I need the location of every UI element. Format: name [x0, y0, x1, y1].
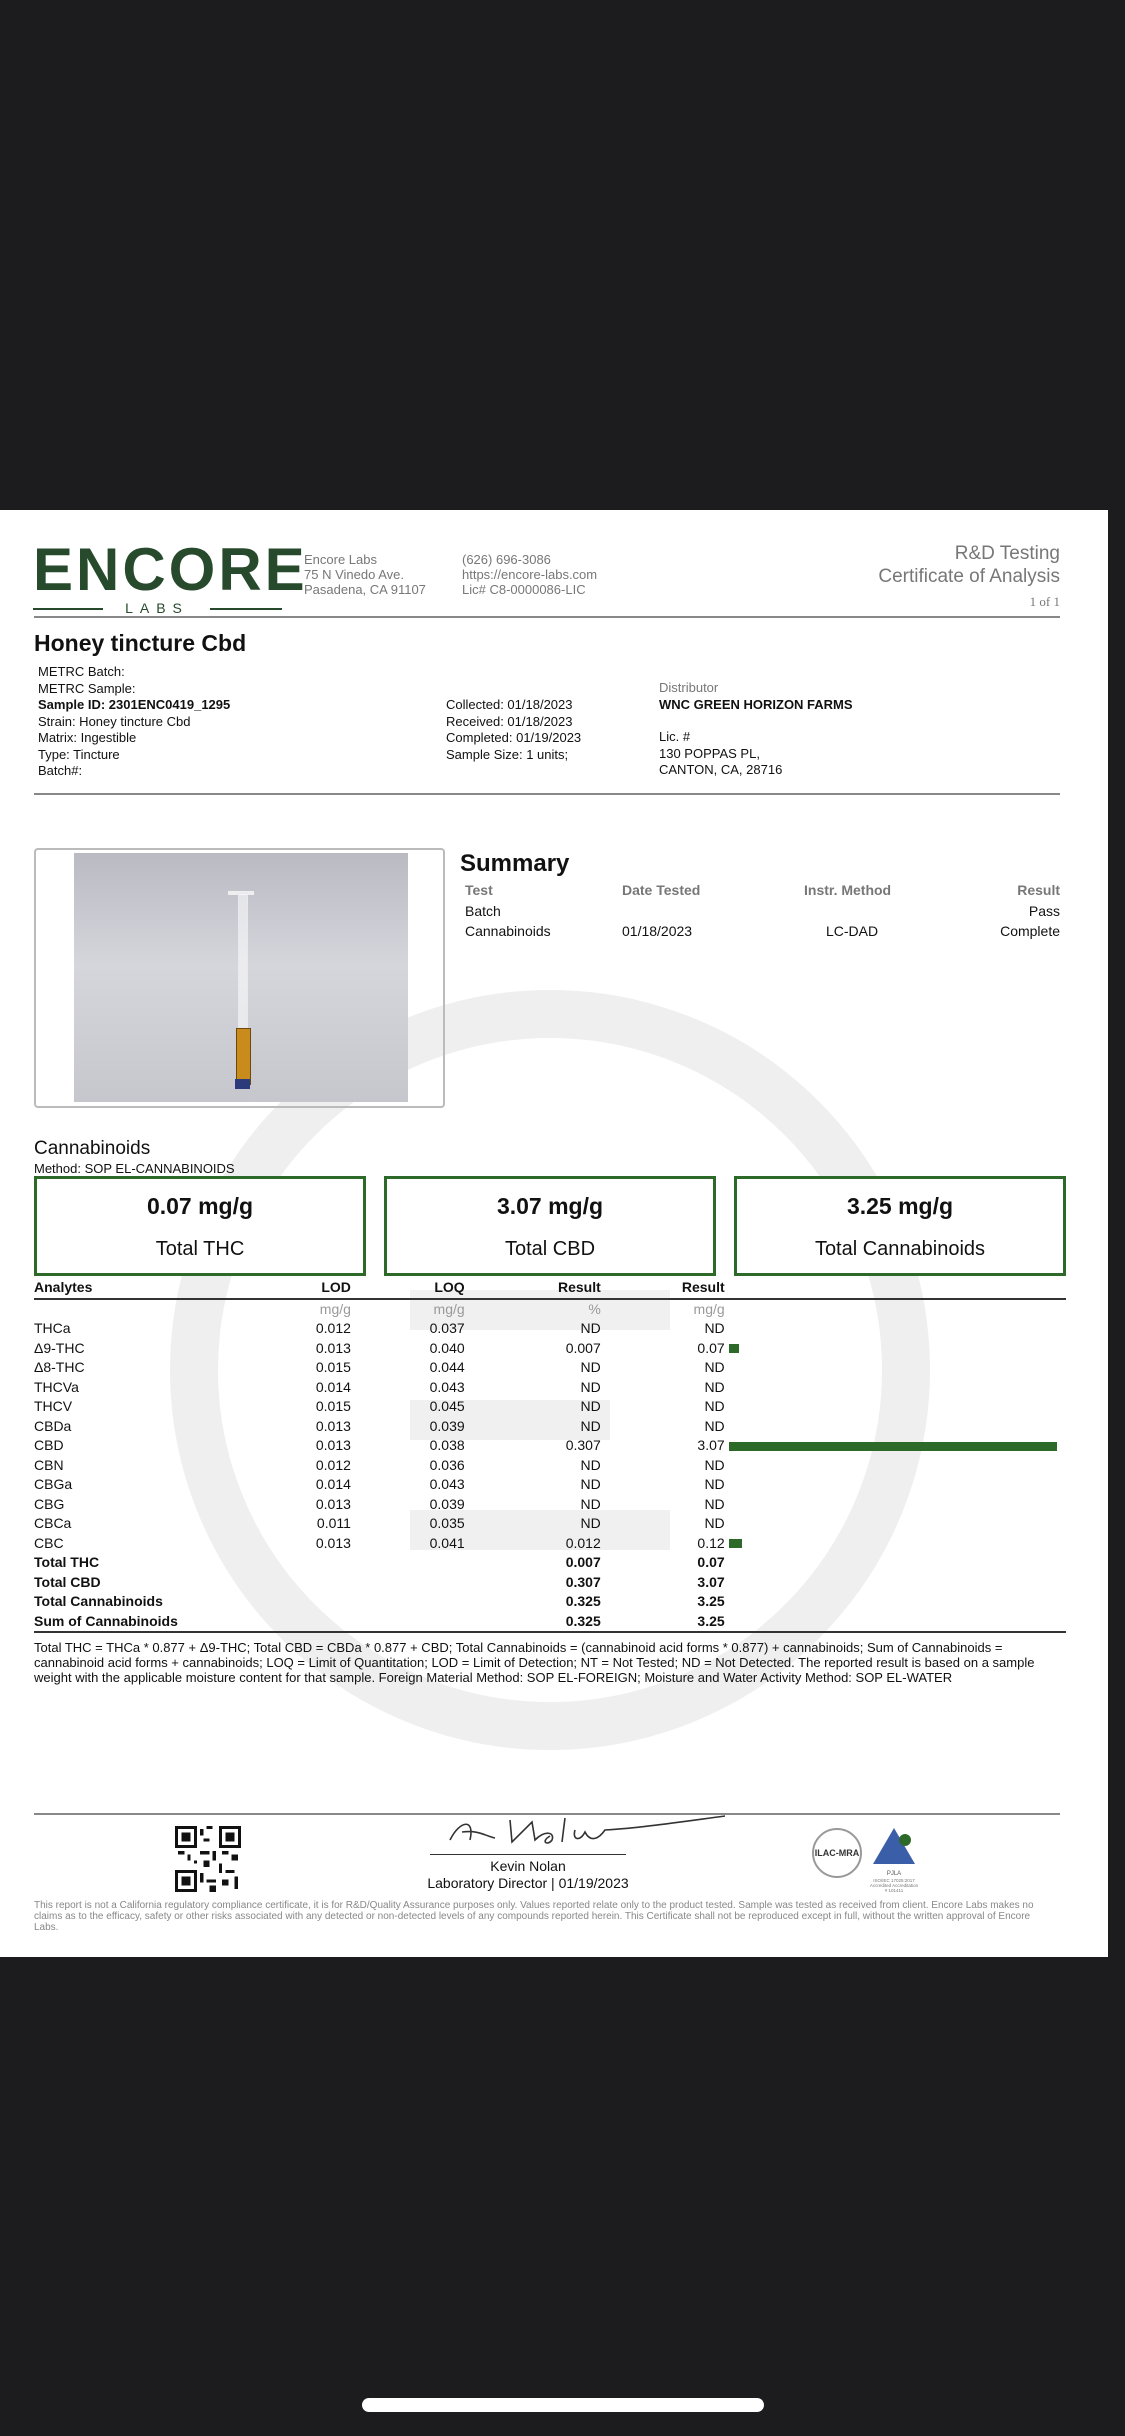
product-name: Honey tincture Cbd	[34, 630, 247, 656]
table-row	[34, 1339, 1066, 1359]
cell-loq: 0.037	[429, 1320, 465, 1336]
ilac-mra-label: ILAC-MRA	[814, 1848, 860, 1858]
lab-address-line1: 75 N Vinedo Ave.	[304, 567, 404, 582]
header-result-pct: Result	[465, 1278, 601, 1299]
cell-result-pct: 0.012	[565, 1534, 601, 1551]
cell-lod	[186, 1592, 351, 1612]
header-analytes: Analytes	[34, 1278, 186, 1299]
distributor-label: Distributor	[659, 680, 719, 695]
cell-analyte: Total Cannabinoids	[34, 1593, 163, 1609]
cell-bar	[725, 1378, 1066, 1398]
cell-result-pct: ND	[580, 1320, 601, 1336]
cell-result-pct: ND	[580, 1515, 601, 1531]
cell-analyte: Δ8-THC	[34, 1359, 85, 1375]
lab-contact-block	[462, 552, 597, 597]
cell-loq: 0.038	[429, 1437, 465, 1453]
cell-bar	[725, 1553, 1066, 1573]
metrc-batch: METRC Batch:	[38, 664, 125, 679]
cell-result-mg: 0.07	[697, 1339, 725, 1356]
distributor-address2: CANTON, CA, 28716	[659, 762, 783, 777]
total-row	[34, 1612, 1066, 1633]
cell-analyte: Sum of Cannabinoids	[34, 1612, 186, 1633]
header-bar	[725, 1278, 1066, 1299]
strain: Strain: Honey tincture Cbd	[38, 713, 191, 729]
cell-result-pct: ND	[580, 1456, 601, 1473]
cell-result-pct: 0.325	[565, 1593, 601, 1609]
cell-loq	[351, 1573, 465, 1593]
total-cbd-box	[384, 1176, 716, 1276]
cell-lod: 0.013	[315, 1417, 351, 1434]
lab-address-block	[304, 552, 426, 597]
cell-analyte: THCa	[34, 1320, 71, 1336]
qr-code[interactable]	[175, 1826, 241, 1892]
cell-analyte: Total CBD	[34, 1573, 101, 1590]
certificate-page	[0, 510, 1108, 1957]
header-result-mg: Result	[601, 1278, 725, 1299]
cell-loq: 0.039	[429, 1495, 465, 1512]
cell-result-pct: ND	[580, 1398, 601, 1414]
cell-bar	[725, 1534, 1066, 1554]
cell-analyte: THCVa	[34, 1378, 79, 1395]
cell-lod: 0.013	[315, 1339, 351, 1356]
distributor-license: Lic. #	[659, 729, 691, 744]
total-row	[34, 1573, 1066, 1593]
cell-loq: 0.036	[429, 1456, 465, 1473]
cell-result-pct: ND	[580, 1476, 601, 1492]
result-bar	[729, 1539, 742, 1548]
cell-result-pct: ND	[580, 1495, 601, 1512]
info-divider	[34, 793, 1060, 795]
summary-row-cannabinoids-test: Cannabinoids	[465, 923, 551, 939]
cell-result-mg: 3.07	[697, 1437, 725, 1453]
cell-bar	[725, 1397, 1066, 1417]
cell-result-pct: 0.307	[565, 1437, 601, 1453]
table-row	[34, 1456, 1066, 1476]
syringe-honey	[236, 1028, 251, 1085]
pjla-label: PJLA	[886, 1871, 902, 1877]
table-row	[34, 1358, 1066, 1378]
table-row	[34, 1534, 1066, 1554]
syringe-barrel	[238, 893, 248, 1035]
cell-lod: 0.014	[315, 1378, 351, 1395]
report-heading	[878, 542, 1060, 610]
cell-bar	[725, 1592, 1066, 1612]
result-bar	[729, 1344, 739, 1353]
cell-bar	[725, 1319, 1066, 1339]
cell-loq: 0.044	[429, 1359, 465, 1375]
pjla-badge	[868, 1826, 920, 1892]
legal-disclaimer: This report is not a California regulatory compliance certificate, it is for R&D/Quality Assurance purposes only. Values reported relate only to the product tested. Sample was tested as received from client. Encore Labs makes no claims as to the efficacy, safety or other risks associated with any detected or non-detected levels of any compounds reported herein. This Certificate shall not be reproduced except in full, without the written approval of Encore Labs.	[34, 1900, 1034, 1933]
units-analyte	[34, 1299, 186, 1320]
summary-header-result: Result	[1017, 882, 1060, 898]
table-row	[34, 1417, 1066, 1437]
lab-phone: (626) 696-3086	[462, 552, 551, 567]
matrix: Matrix: Ingestible	[38, 730, 137, 745]
batch-number: Batch#:	[38, 763, 83, 778]
cell-result-mg: ND	[704, 1495, 725, 1512]
distributor-address1: 130 POPPAS PL,	[659, 745, 760, 761]
cell-result-mg: ND	[704, 1417, 725, 1434]
cell-lod: 0.013	[315, 1534, 351, 1551]
cell-result-mg: ND	[704, 1515, 725, 1531]
cell-bar	[725, 1475, 1066, 1495]
total-row	[34, 1592, 1066, 1612]
cell-bar	[725, 1495, 1066, 1515]
cell-result-mg: ND	[704, 1378, 725, 1395]
report-type: R&D Testing	[954, 543, 1060, 564]
summary-header-method: Instr. Method	[804, 882, 892, 898]
signature-line	[430, 1854, 626, 1855]
cell-analyte: CBC	[34, 1534, 64, 1551]
result-bar	[729, 1442, 1057, 1451]
cell-loq: 0.040	[429, 1339, 465, 1356]
total-cannabinoids-box	[734, 1176, 1066, 1276]
total-row	[34, 1553, 1066, 1573]
syringe-cap	[235, 1079, 250, 1089]
director-signature	[440, 1810, 730, 1856]
collected-date: Collected: 01/18/2023	[446, 697, 573, 712]
table-header-row	[34, 1278, 1066, 1299]
logo-rule-right	[210, 608, 282, 610]
signatory	[380, 1858, 676, 1892]
summary-header-date: Date Tested	[622, 882, 701, 898]
cell-loq: 0.041	[429, 1534, 465, 1551]
total-cannabinoids-value: 3.25 mg/g	[846, 1193, 954, 1219]
units-bar	[725, 1299, 1066, 1320]
table-row	[34, 1397, 1066, 1417]
cell-result-mg: 3.25	[697, 1593, 725, 1609]
distributor-info	[659, 680, 853, 779]
units-row	[34, 1299, 1066, 1320]
table-row	[34, 1319, 1066, 1339]
cell-analyte: CBCa	[34, 1515, 72, 1531]
cell-lod	[186, 1612, 351, 1633]
sample-photo-frame	[34, 848, 445, 1108]
cell-lod: 0.015	[315, 1359, 351, 1375]
cell-lod: 0.013	[315, 1495, 351, 1512]
cell-result-mg: ND	[704, 1320, 725, 1336]
cell-result-mg: ND	[704, 1398, 725, 1414]
received-date: Received: 01/18/2023	[446, 713, 573, 729]
summary-row-batch-test: Batch	[465, 903, 501, 919]
cell-analyte: THCV	[34, 1398, 73, 1414]
cell-bar	[725, 1358, 1066, 1378]
signatory-name: Kevin Nolan	[490, 1858, 566, 1874]
cell-analyte: CBN	[34, 1456, 64, 1473]
table-row	[34, 1495, 1066, 1515]
cell-loq: 0.043	[429, 1378, 465, 1395]
cell-lod	[186, 1553, 351, 1573]
cannabinoids-title: Cannabinoids	[34, 1138, 151, 1159]
cell-result-mg: 0.12	[697, 1534, 725, 1551]
sample-dates	[446, 697, 581, 763]
sample-type: Type: Tincture	[38, 746, 120, 762]
cell-loq	[351, 1612, 465, 1633]
cell-lod	[186, 1573, 351, 1593]
header-loq: LOQ	[351, 1278, 465, 1299]
cell-bar	[725, 1514, 1066, 1534]
cell-result-mg: ND	[704, 1456, 725, 1473]
cell-result-pct: 0.307	[565, 1573, 601, 1590]
cell-lod: 0.014	[315, 1476, 351, 1492]
metrc-sample: METRC Sample:	[38, 680, 136, 696]
cell-analyte: CBD	[34, 1437, 64, 1453]
ilac-mra-badge	[812, 1828, 862, 1878]
cell-result-mg: ND	[704, 1359, 725, 1375]
logo-subtext: LABS	[125, 600, 189, 616]
total-cbd-value: 3.07 mg/g	[496, 1193, 604, 1219]
cell-loq	[351, 1553, 465, 1573]
table-row	[34, 1514, 1066, 1534]
cell-result-pct: 0.007	[565, 1554, 601, 1570]
cell-result-pct: ND	[580, 1378, 601, 1395]
table-row	[34, 1378, 1066, 1398]
cannabinoids-footnote: Total THC = THCa * 0.877 + Δ9-THC; Total CBD = CBDa * 0.877 + CBD; Total Cannabinoids = (cannabinoid acid forms * 0.877) + cannabinoids; Sum of Cannabinoids = cannabinoid acid forms + cannabinoids; LOQ = Limit of Quantitation; LOD = Limit of Detection; NT = Not Tested; ND = Not Detected. The reported result is based on a sample weight with the applicable moisture content for that sample. Foreign Material Method: SOP EL-FOREIGN; Moisture and Water Activity Method: SOP EL-WATER	[34, 1640, 1035, 1685]
pjla-accreditation-text: ISO/IEC 17025:2017 Accredited Accreditation # 101411	[869, 1878, 919, 1893]
signatory-title: Laboratory Director | 01/19/2023	[427, 1875, 629, 1891]
cell-bar	[725, 1417, 1066, 1437]
cell-lod: 0.012	[315, 1320, 351, 1336]
cell-loq: 0.045	[429, 1398, 465, 1414]
cell-loq: 0.043	[429, 1476, 465, 1492]
cell-bar	[725, 1339, 1066, 1359]
cell-result-mg: 0.07	[697, 1554, 725, 1570]
cell-bar	[725, 1436, 1066, 1456]
sample-size: Sample Size: 1 units;	[446, 746, 569, 762]
report-title: Certificate of Analysis	[878, 566, 1060, 587]
distributor-name: WNC GREEN HORIZON FARMS	[659, 696, 853, 712]
cell-loq: 0.039	[429, 1417, 465, 1434]
header-divider	[34, 616, 1060, 618]
total-thc-label: Total THC	[155, 1238, 245, 1260]
cell-lod: 0.012	[315, 1456, 351, 1473]
cell-analyte: CBGa	[34, 1476, 73, 1492]
units-result-mg: mg/g	[693, 1300, 725, 1317]
total-cbd-label: Total CBD	[504, 1238, 596, 1260]
cell-lod: 0.011	[316, 1515, 351, 1531]
cell-result-pct: 0.007	[565, 1339, 601, 1356]
table-row	[34, 1436, 1066, 1456]
lab-name: Encore Labs	[304, 552, 377, 567]
cell-lod: 0.013	[315, 1437, 351, 1453]
units-result-pct: %	[588, 1300, 601, 1317]
cell-result-mg: 3.25	[601, 1612, 725, 1633]
total-thc-box	[34, 1176, 366, 1276]
summary-row-batch-result: Pass	[1028, 903, 1060, 919]
cell-result-mg: 3.07	[697, 1573, 725, 1590]
total-cannabinoids-label: Total Cannabinoids	[814, 1238, 986, 1260]
cell-lod: 0.015	[315, 1398, 351, 1414]
cell-result-pct: 0.325	[465, 1612, 601, 1633]
logo-wordmark: ENCORE	[33, 536, 308, 603]
header-lod: LOD	[186, 1278, 351, 1299]
lab-website[interactable]: https://encore-labs.com	[462, 567, 598, 582]
cell-analyte: CBDa	[34, 1417, 72, 1434]
cell-loq: 0.035	[429, 1515, 465, 1531]
cell-bar	[725, 1456, 1066, 1476]
cell-result-pct: ND	[580, 1359, 601, 1375]
table-row	[34, 1475, 1066, 1495]
page-number: 1 of 1	[1029, 594, 1060, 609]
cell-result-pct: ND	[580, 1417, 601, 1434]
units-loq: mg/g	[433, 1300, 465, 1317]
home-indicator[interactable]	[362, 2398, 764, 2412]
summary-row-cannabinoids-result: Complete	[1000, 923, 1060, 939]
cell-result-mg: ND	[704, 1476, 725, 1492]
cell-analyte: Δ9-THC	[34, 1339, 85, 1356]
summary-title: Summary	[460, 850, 570, 877]
cell-bar	[725, 1612, 1066, 1633]
total-thc-value: 0.07 mg/g	[146, 1193, 254, 1219]
units-lod: mg/g	[319, 1300, 351, 1317]
cannabinoids-method: Method: SOP EL-CANNABINOIDS	[34, 1161, 235, 1176]
cell-analyte: Total THC	[34, 1554, 100, 1570]
sample-id: Sample ID: 2301ENC0419_1295	[38, 697, 231, 712]
lab-license: Lic# C8-0000086-LIC	[462, 582, 586, 597]
summary-header-test: Test	[465, 882, 493, 898]
completed-date: Completed: 01/19/2023	[446, 730, 582, 745]
sample-photo[interactable]	[74, 853, 408, 1102]
summary-row-cannabinoids-method: LC-DAD	[826, 923, 879, 939]
cell-analyte: CBG	[34, 1495, 65, 1512]
summary-row-cannabinoids-date: 01/18/2023	[622, 923, 693, 939]
cell-loq	[351, 1592, 465, 1612]
sample-info	[38, 664, 230, 780]
cannabinoids-table	[34, 1278, 1066, 1633]
pjla-triangle-icon	[871, 1826, 917, 1866]
cell-bar	[725, 1573, 1066, 1593]
lab-address-line2: Pasadena, CA 91107	[304, 582, 426, 597]
